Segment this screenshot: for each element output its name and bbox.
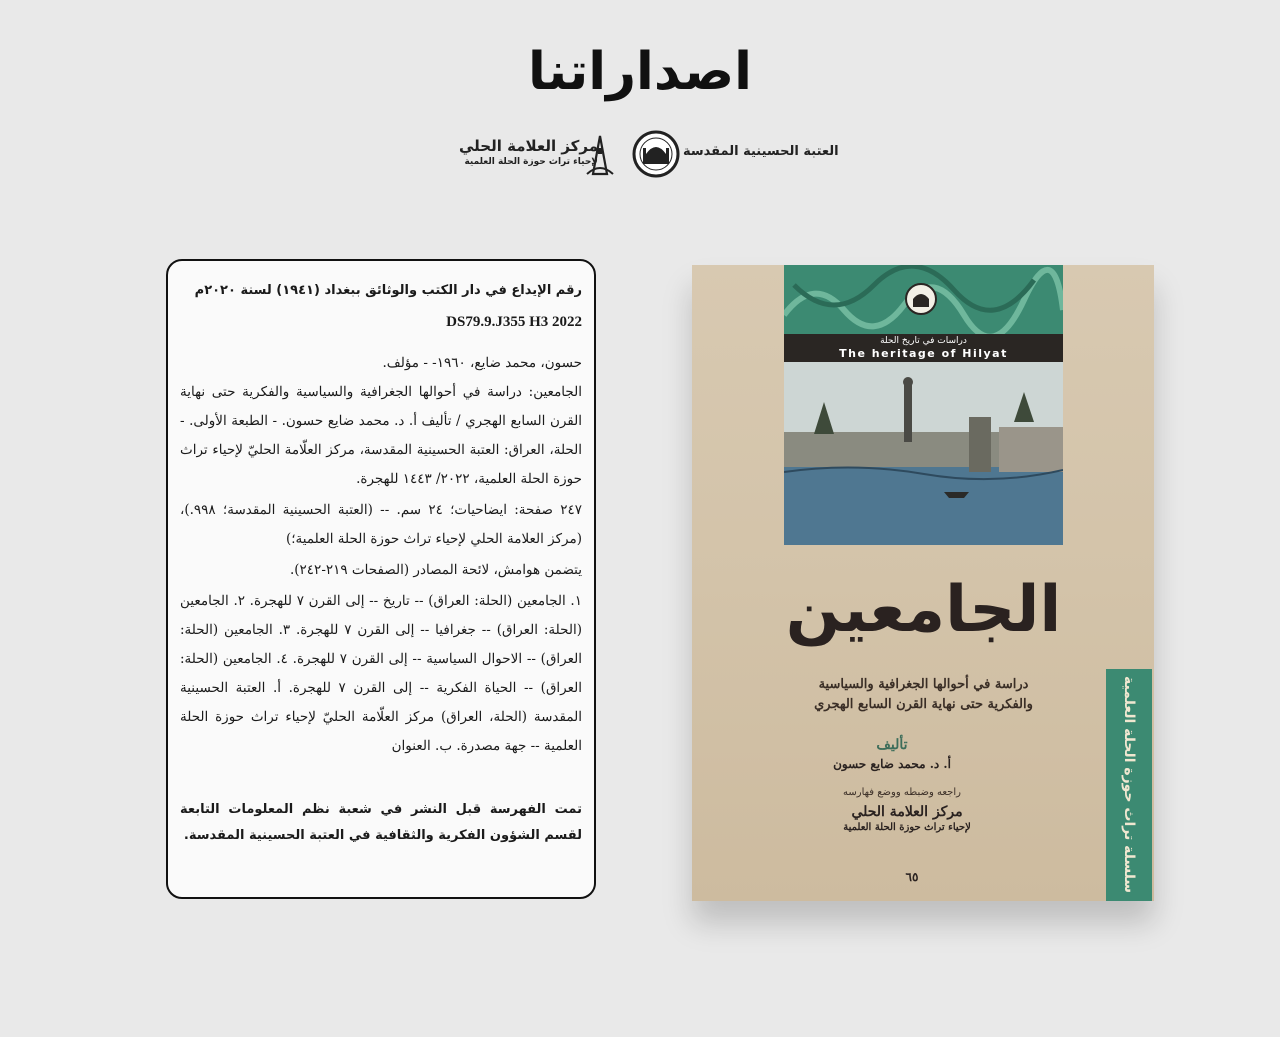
author-entry: حسون، محمد ضايع، ١٩٦٠- - مؤلف. (382, 355, 582, 371)
shrine-seal-icon (632, 130, 680, 178)
deposit-number: رقم الإيداع في دار الكتب والوثائق ببغداد (١٩٤١) لسنة ٢٠٢٠م (194, 283, 582, 298)
cover-top-band (784, 265, 1063, 334)
cataloging-note: تمت الفهرسة قبل النشر في شعبة نظم المعلومات التابعة لقسم الشؤون الفكرية والثقافية في العتبة الحسينية المقدسة. (180, 802, 582, 843)
lighthouse-logo-icon (583, 134, 617, 178)
subtitle-line1: دراسة في أحوالها الجغرافية والسياسية (818, 677, 1029, 692)
publisher-line1: مركز العلامة الحلي (851, 804, 963, 820)
title-entry: الجامعين: دراسة في أحوالها الجغرافية والسياسية والفكرية حتى نهاية القرن السابع الهجري / تأليف أ. د. محمد ضايع حسون. - الطبعة الأولى. - الحلة، العراق: العتبة الحسينية المقدسة، مركز العلّامة الحليّ لإحياء تراث حوزة الحلة العلمية، ٢٠٢٢/ ١٤٤٣ للهجرة. (180, 384, 582, 487)
spine-band (1106, 669, 1152, 901)
center-logo-line2: لإحياء تراث حوزة الحلة العلمية (464, 157, 599, 167)
shrine-logo-text: العتبة الحسينية المقدسة (683, 144, 839, 159)
center-logo-text (459, 138, 598, 170)
center-logo-line1: مركز العلامة الحلي (459, 137, 599, 155)
physical-description: ٢٤٧ صفحة: ايضاحيات؛ ٢٤ سم. -- (العتبة الحسينية المقدسة؛ ٩٩٨.)، (مركز العلامة الحلي لإحياء تراث حوزة الحلة العلمية؛) (180, 502, 583, 547)
subtitle-line2: والفكرية حتى نهاية القرن السابع الهجري (814, 697, 1033, 712)
reviewer-line: راجعه وضبطه ووضع فهارسه (843, 787, 961, 798)
publisher-logo (827, 805, 987, 835)
book-subtitle (784, 675, 1063, 715)
calligraphy-pattern-icon (784, 265, 1063, 334)
cover-engraving (784, 362, 1063, 545)
subjects-entry: ١. الجامعين (الحلة: العراق) -- تاريخ -- إلى القرن ٧ للهجرة. ٢. الجامعين (الحلة: العراق) -- جغرافيا -- إلى القرن ٧ للهجرة. ٣. الجامعين (الحلة: العراق) -- الاحوال السياسية -- إلى القرن ٧ للهجرة. ٤. الجامعين (الحلة: العراق) -- الحياة الفكرية -- إلى القرن ٧ للهجرة. أ. العتبة الحسينية المقدسة (الحلة، العراق) مركز العلّامة الحليّ لإحياء تراث حوزة الحلة العلمية -- جهة مصدرة. ب. العنوان (180, 593, 583, 754)
classification-number: DS79.9.J355 H3 2022 (446, 314, 582, 330)
notes-entry: يتضمن هوامش، لائحة المصادر (الصفحات ٢١٩-٢٤٢). (289, 562, 582, 578)
page-title: اصداراتنا (528, 42, 752, 102)
series-arabic: دراسات في تاريخ الحلة (880, 336, 967, 346)
publisher-line2: لإحياء تراث حوزة الحلة العلمية (843, 822, 971, 833)
book-title: الجامعين (785, 573, 1062, 647)
catalog-card (166, 259, 596, 899)
series-english: The heritage of Hilyat (839, 347, 1008, 360)
river-town-engraving-icon (784, 362, 1063, 545)
author-name: أ. د. محمد ضايع حسون (833, 757, 951, 771)
author-label: تأليف (876, 737, 908, 753)
cover-series-band (784, 334, 1063, 362)
spine-text: سلسلة تراث حوزة الحلة العلمية (1121, 676, 1137, 894)
series-number: ٦٥ (905, 870, 919, 884)
book-cover (692, 265, 1154, 901)
logos-bar (455, 128, 839, 184)
